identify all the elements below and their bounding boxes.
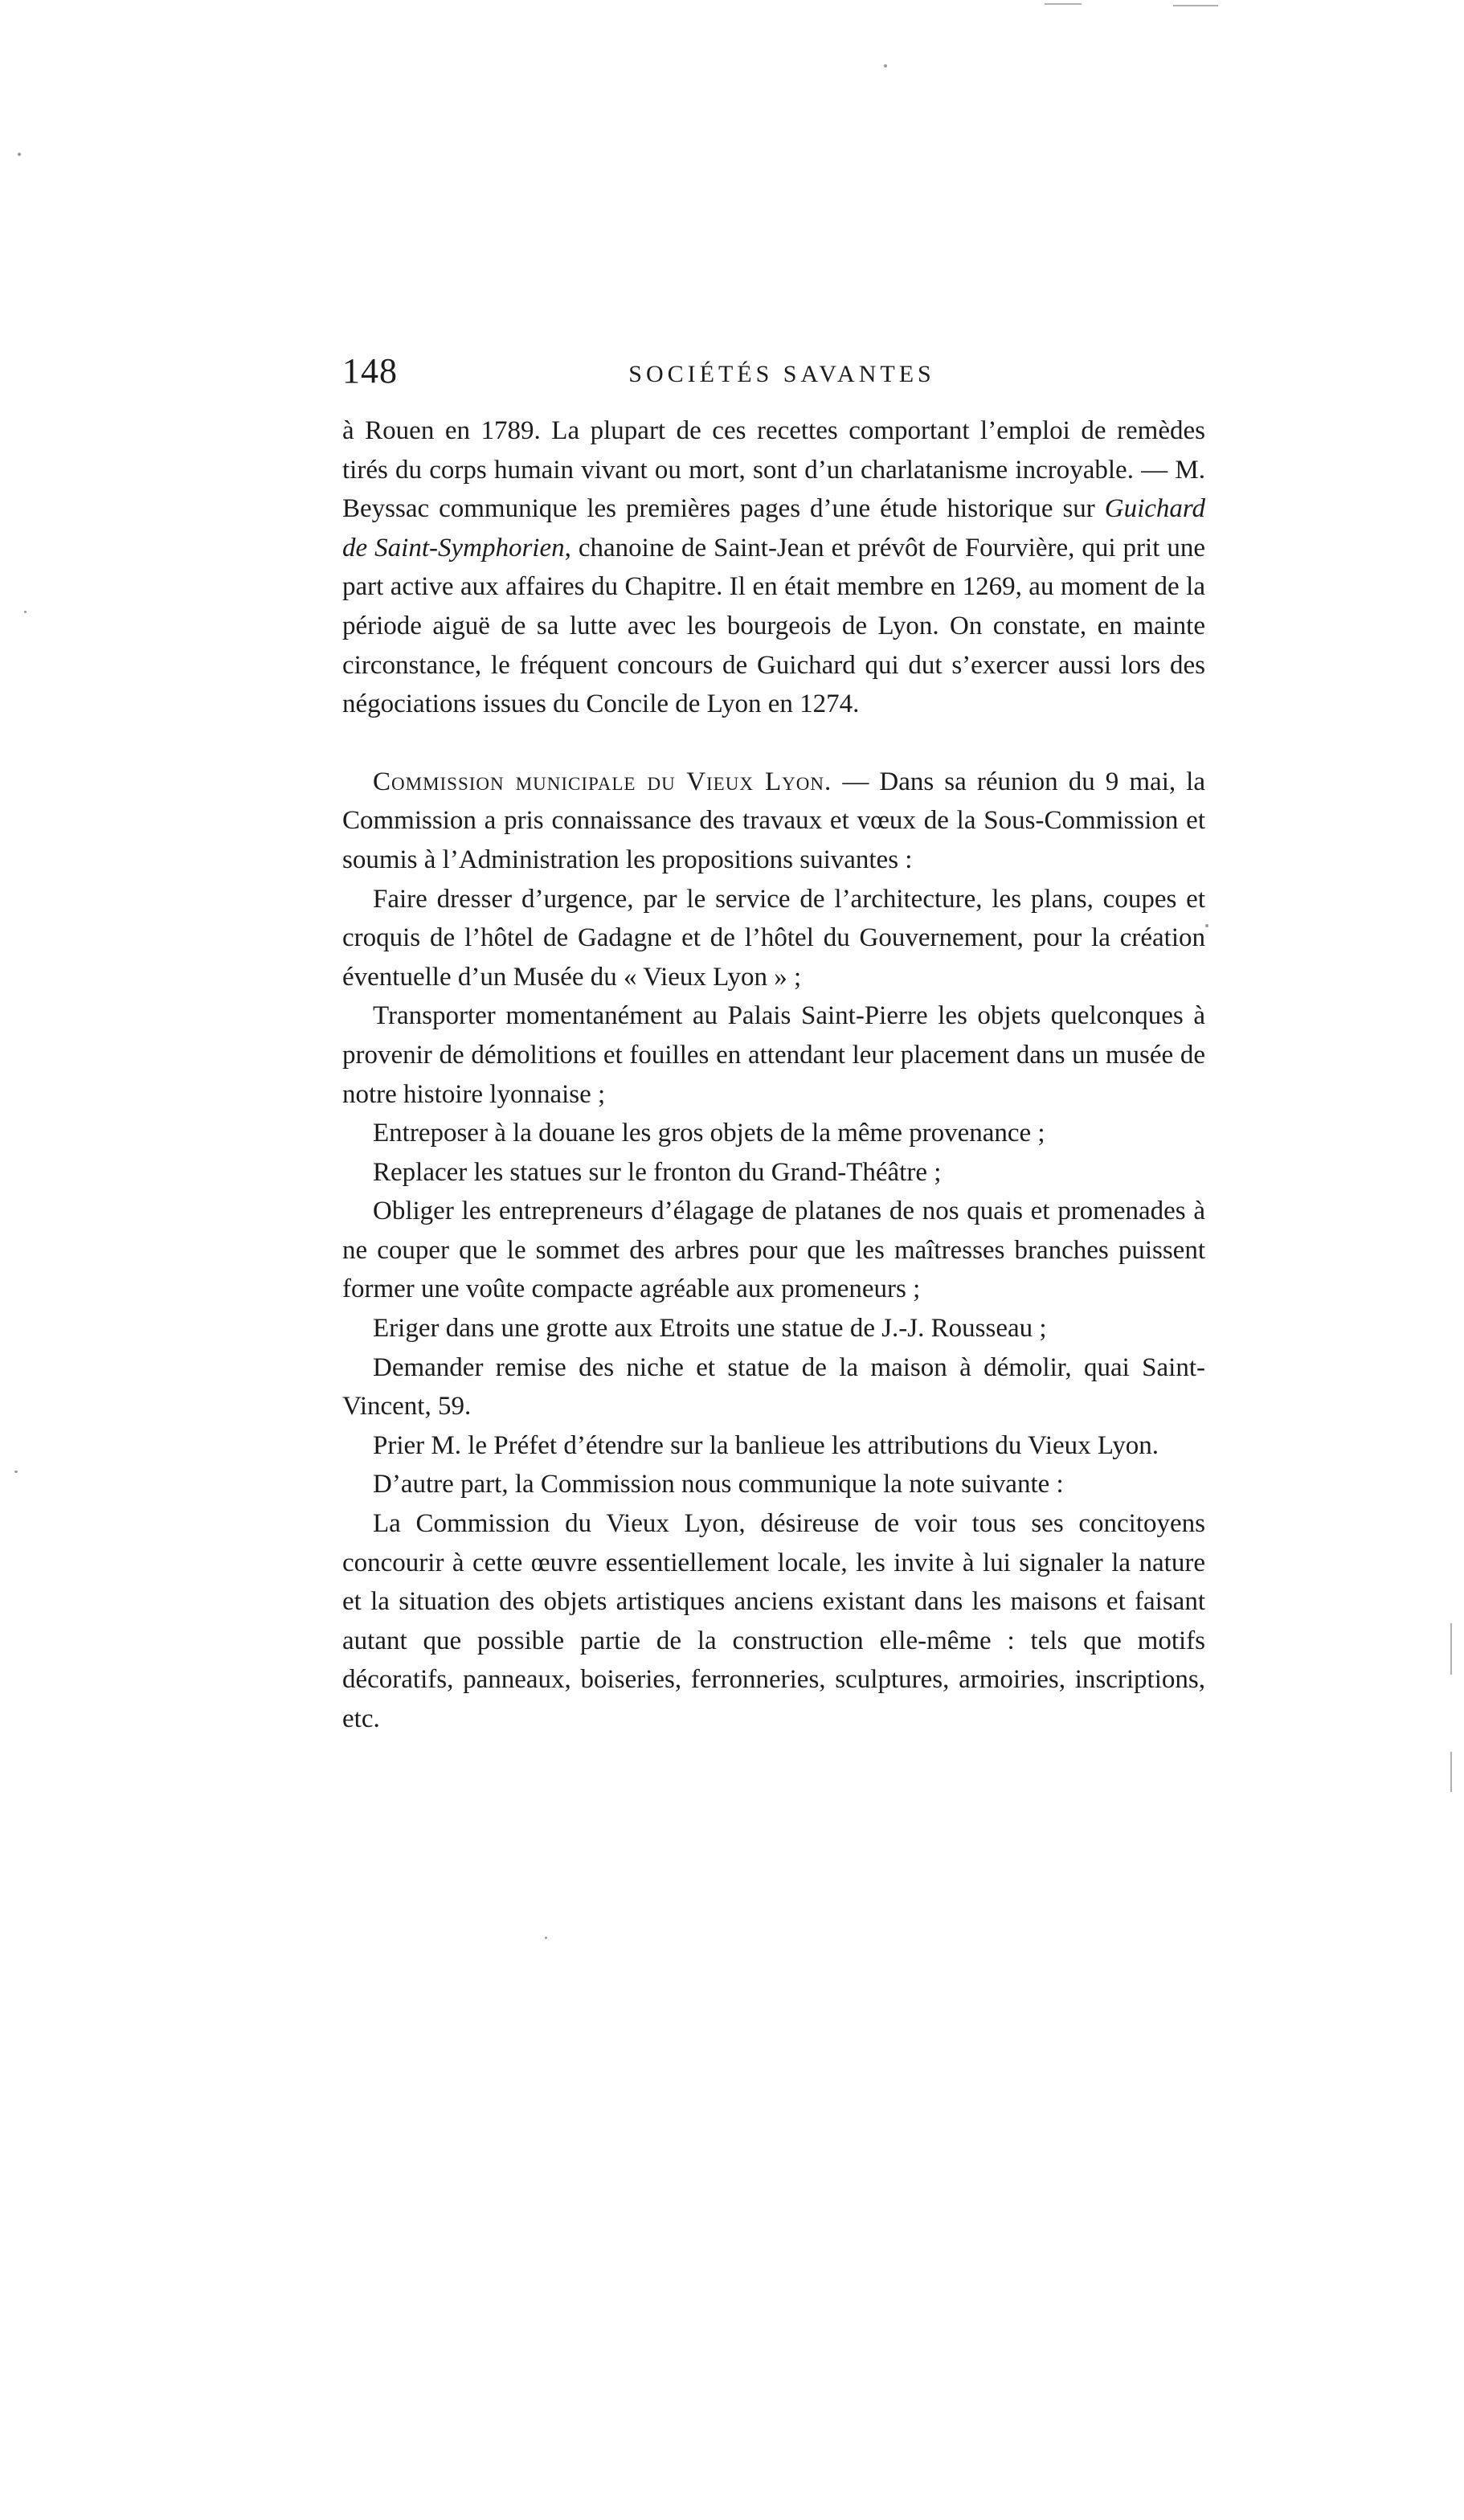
proposal-item: Demander remise des niche et statue de la maison à démolir, quai Saint-Vincent, 59. — [342, 1352, 1205, 1422]
running-head — [342, 347, 1205, 395]
section-title: SOCIÉTÉS SAVANTES — [628, 361, 935, 387]
paragraph-gap — [342, 724, 1205, 763]
commission-intro-text: — Dans sa réunion du 9 mai, la Commission a pris connaissance des travaux et vœux de la Sous-Commission et soumis à l’Administration les propositions suivantes : — [342, 767, 1205, 874]
note-paragraph: La Commission du Vieux Lyon, désireuse de voir tous ses concitoyens concourir à cette œuvre essentiellement locale, les invite à lui signaler la nature et la situation des objets artistiques anciens existant dans les maisons et faisant autant que possible partie de la construction elle-même : tels que motifs décoratifs, panneaux, boiseries, ferronneries, sculptures, armoiries, inscriptions, etc. — [342, 1509, 1205, 1733]
scan-edge-mark — [1173, 5, 1218, 6]
proposal-item: Eriger dans une grotte aux Etroits une statue de J.-J. Rousseau ; — [373, 1314, 1047, 1344]
scan-speck — [1205, 924, 1208, 927]
page-number: 148 — [342, 351, 398, 391]
proposal-item: Faire dresser d’urgence, par le service de l’architecture, les plans, coupes et croquis de l’hôtel de Gadagne et de l’hôtel du Gouvernement, pour la création éventuelle d’un Musée du « Vieux Lyon » ; — [342, 884, 1205, 992]
italic-title: Guichard de Saint-Symphorien — [342, 494, 1205, 562]
scan-edge-mark — [1045, 3, 1082, 5]
scan-speck — [18, 153, 21, 156]
other-part-paragraph: D’autre part, la Commission nous communique la note suivante : — [373, 1470, 1064, 1499]
proposal-item: Prier M. le Préfet d’étendre sur la banlieue les attributions du Vieux Lyon. — [373, 1430, 1159, 1460]
page-body — [342, 411, 1205, 1739]
scan-speck — [884, 64, 887, 68]
proposal-item: Replacer les statues sur le fronton du Grand-Théâtre ; — [373, 1157, 942, 1187]
scan-edge-mark — [1450, 1752, 1452, 1792]
scan-edge-mark — [1450, 1623, 1452, 1675]
paragraph-text: , chanoine de Saint-Jean et prévôt de Fourvière, qui prit une part active aux affaires du Chapitre. Il en était membre en 1269, au moment de la période aiguë de sa lutte avec les bourgeois de Lyon. On constate, en mainte circonstance, le fréquent concours de Guichard qui dut s’exercer aussi lors des négociations issues du Concile de Lyon en 1274. — [342, 533, 1206, 719]
scan-speck — [24, 611, 27, 613]
paragraph-rouen — [342, 411, 1205, 724]
commission-heading: Commission municipale du Vieux Lyon. — [373, 767, 832, 796]
proposal-item: Entreposer à la douane les gros objets de la même provenance ; — [373, 1119, 1045, 1148]
paragraph-text: à Rouen en 1789. La plupart de ces recettes comportant l’emploi de remèdes tirés du corps humain vivant ou mort, sont d’un charlatanisme incroyable. — M. Beyssac communique les premières pages d’une étude historique sur — [342, 416, 1205, 524]
scan-speck — [545, 1937, 547, 1939]
scan-speck — [14, 1471, 18, 1473]
proposal-item: Transporter momentanément au Palais Saint-Pierre les objets quelconques à provenir de démolitions et fouilles en attendant leur placement dans un musée de notre histoire lyonnaise ; — [342, 1001, 1205, 1109]
commission-intro — [342, 763, 1205, 880]
proposal-item: Obliger les entrepreneurs d’élagage de platanes de nos quais et promenades à ne couper que le sommet des arbres pour que les maîtresses branches puissent former une voûte compacte agréable aux promeneurs ; — [342, 1197, 1205, 1304]
